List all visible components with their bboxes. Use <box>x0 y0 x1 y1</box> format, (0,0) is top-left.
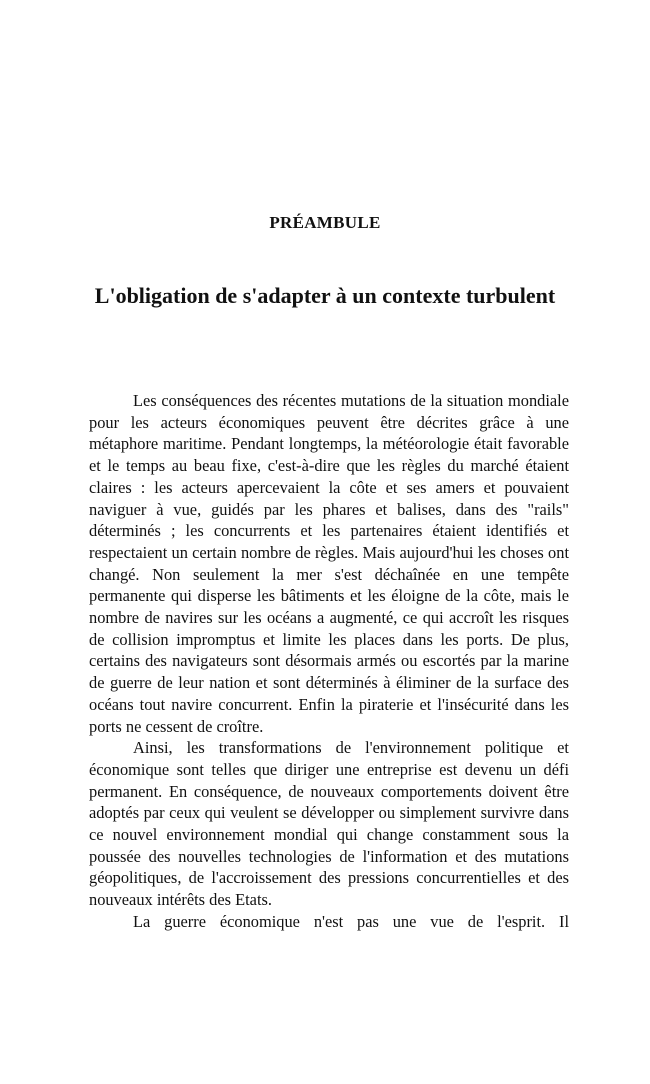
paragraph-2: Ainsi, les transformations de l'environnement politique et économique sont telles que diriger une entreprise est devenu un défi permanent. En conséquence, de nouveaux comportements doivent être adoptés par ceux qui veulent se développer ou simplement survivre dans ce nouvel environnement mondial qui change constamment sous la poussée des nouvelles technologies de l'information et des mutations géopolitiques, de l'accroissement des pressions concurrentielles et des nouveaux intérêts des Etats. <box>89 738 569 910</box>
section-label: PRÉAMBULE <box>269 213 381 232</box>
paragraph-1: Les conséquences des récentes mutations de la situation mondiale pour les acteurs économiques peuvent être décrites grâce à une métaphore maritime. Pendant longtemps, la météorologie était favorable et le temps au beau fixe, c'est-à-dire que les règles du marché étaient claires : les acteurs apercevaient la côte et ses amers et pouvaient naviguer à vue, guidés par les phares et balises, dans des "rails" déterminés ; les concurrents et les partenaires étaient identifiés et respectaient un certain nombre de règles. Mais aujourd'hui les choses ont changé. Non seulement la mer s'est déchaînée en une tempête permanente qui disperse les bâtiments et les éloigne de la côte, mais le nombre de navires sur les océans a augmenté, ce qui accroît les risques de collision impromptus et limite les places dans les ports. De plus, certains des navigateurs sont désormais armés ou escortés par la marine de guerre de leur nation et sont déterminés à éliminer de la surface des océans tout navire concurrent. Enfin la piraterie et l'insécurité dans les ports ne cessent de croître. <box>89 391 569 736</box>
body-text <box>89 390 569 933</box>
chapter-title: L'obligation de s'adapter à un contexte turbulent <box>94 283 556 308</box>
paragraph-3: La guerre économique n'est pas une vue de l'esprit. Il <box>133 911 569 931</box>
